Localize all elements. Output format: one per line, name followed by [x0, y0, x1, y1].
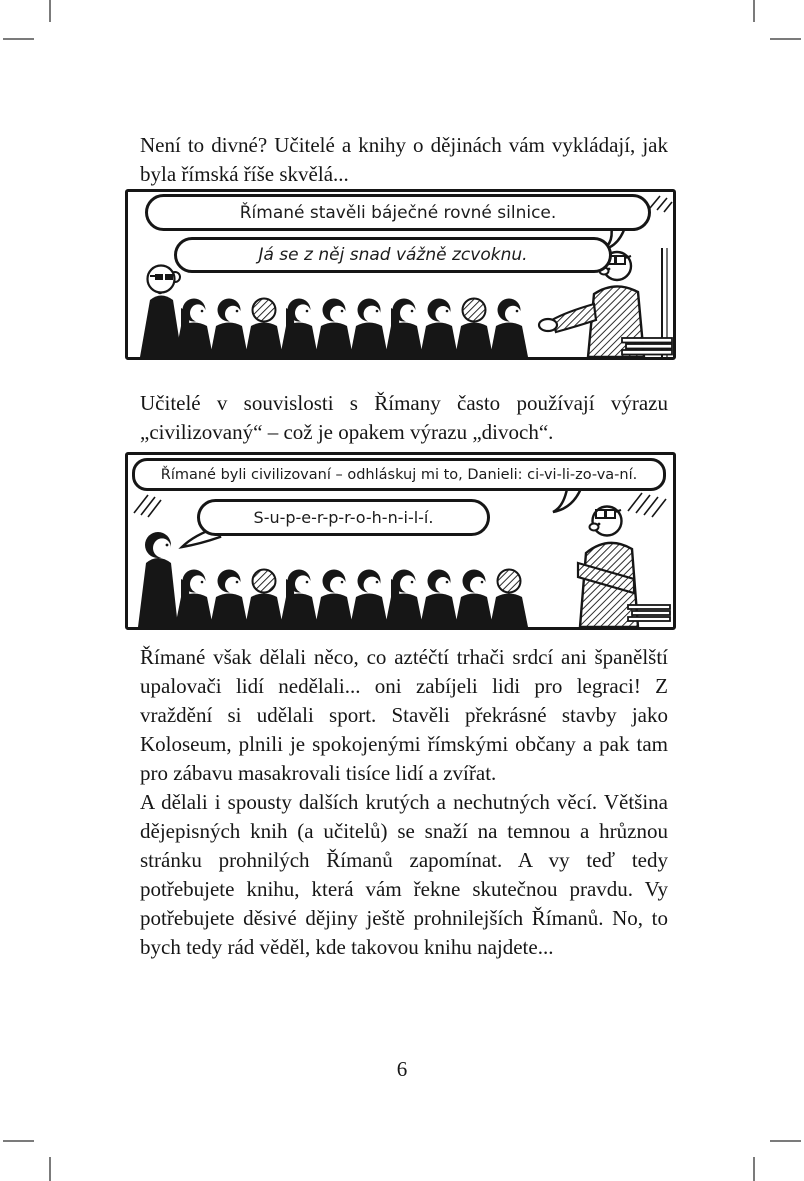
crop-mark-top-left-h [3, 38, 34, 40]
corner-hatch-right [628, 493, 666, 517]
crop-mark-bottom-right-h [770, 1140, 801, 1142]
desk [628, 605, 670, 621]
corner-hatch-left [134, 495, 161, 517]
crop-mark-top-left-v [49, 0, 51, 22]
intro-paragraph: Není to divné? Učitelé a knihy o dějinách vám vykládají, jak byla římská říše skvělá... [140, 133, 668, 186]
teacher-speech-text: Římané byli civilizovaní – odhláskuj mi to, Danieli: ci-vi-li-zo-va-ní. [160, 466, 638, 483]
middle-paragraph: Učitelé v souvislosti s Římany často používají výrazu „civilizovaný“ – což je opakem výrazu „divoch“. [140, 391, 668, 444]
crop-mark-bottom-left-h [3, 1140, 34, 1142]
thought-bubble [174, 237, 612, 273]
teacher-speech-bubble [145, 194, 651, 231]
student-speech-bubble [197, 499, 490, 536]
cartoon-panel-2 [125, 452, 676, 630]
cartoon-panel-1 [125, 189, 676, 360]
corner-hatch [650, 196, 672, 212]
body-paragraph-2: A dělali i spousty dalších krutých a nechutných věcí. Většina dějepisných knih (a učitelů) se snaží na temnou a hrůznou stránku prohnilých Římanů zapomínat. A vy teď tedy potřebujete knihu, která vám řekne skutečnou pravdu. Vy potřebujete děsivé dějiny ještě prohnilejších Římanů. No, to bych tedy rád věděl, kde takovou knihu najdete... [140, 790, 668, 959]
teacher-speech-bubble [132, 458, 666, 491]
student-speech-text: S-u-p-e-r-p-r-o-h-n-i-l-í. [253, 508, 434, 527]
page-number: 6 [396, 1057, 408, 1081]
crop-mark-bottom-right-v [753, 1157, 755, 1181]
speech-text: Římané stavěli báječné rovné silnice. [239, 202, 557, 223]
body-paragraph-1: Římané však dělali něco, co aztéčtí trhači srdcí ani španělští upalovači lidí nedělali... oni zabíjeli lidi pro legraci! Z vraždění si udělali sport. Stavěli překrásné stavby jako Koloseum, plnili je spokojenými římskými občany a pak tam pro zábavu masakrovali tisíce lidí a zvířat. [140, 645, 668, 785]
crop-mark-top-right-h [770, 38, 801, 40]
students-row [175, 299, 528, 358]
crop-mark-bottom-left-v [49, 1157, 51, 1181]
students-row [175, 570, 528, 628]
crop-mark-top-right-v [753, 0, 755, 22]
desk [622, 338, 672, 355]
thought-text: Já se z něj snad vážně zcvoknu. [258, 245, 528, 265]
tall-student-figure [138, 532, 178, 627]
